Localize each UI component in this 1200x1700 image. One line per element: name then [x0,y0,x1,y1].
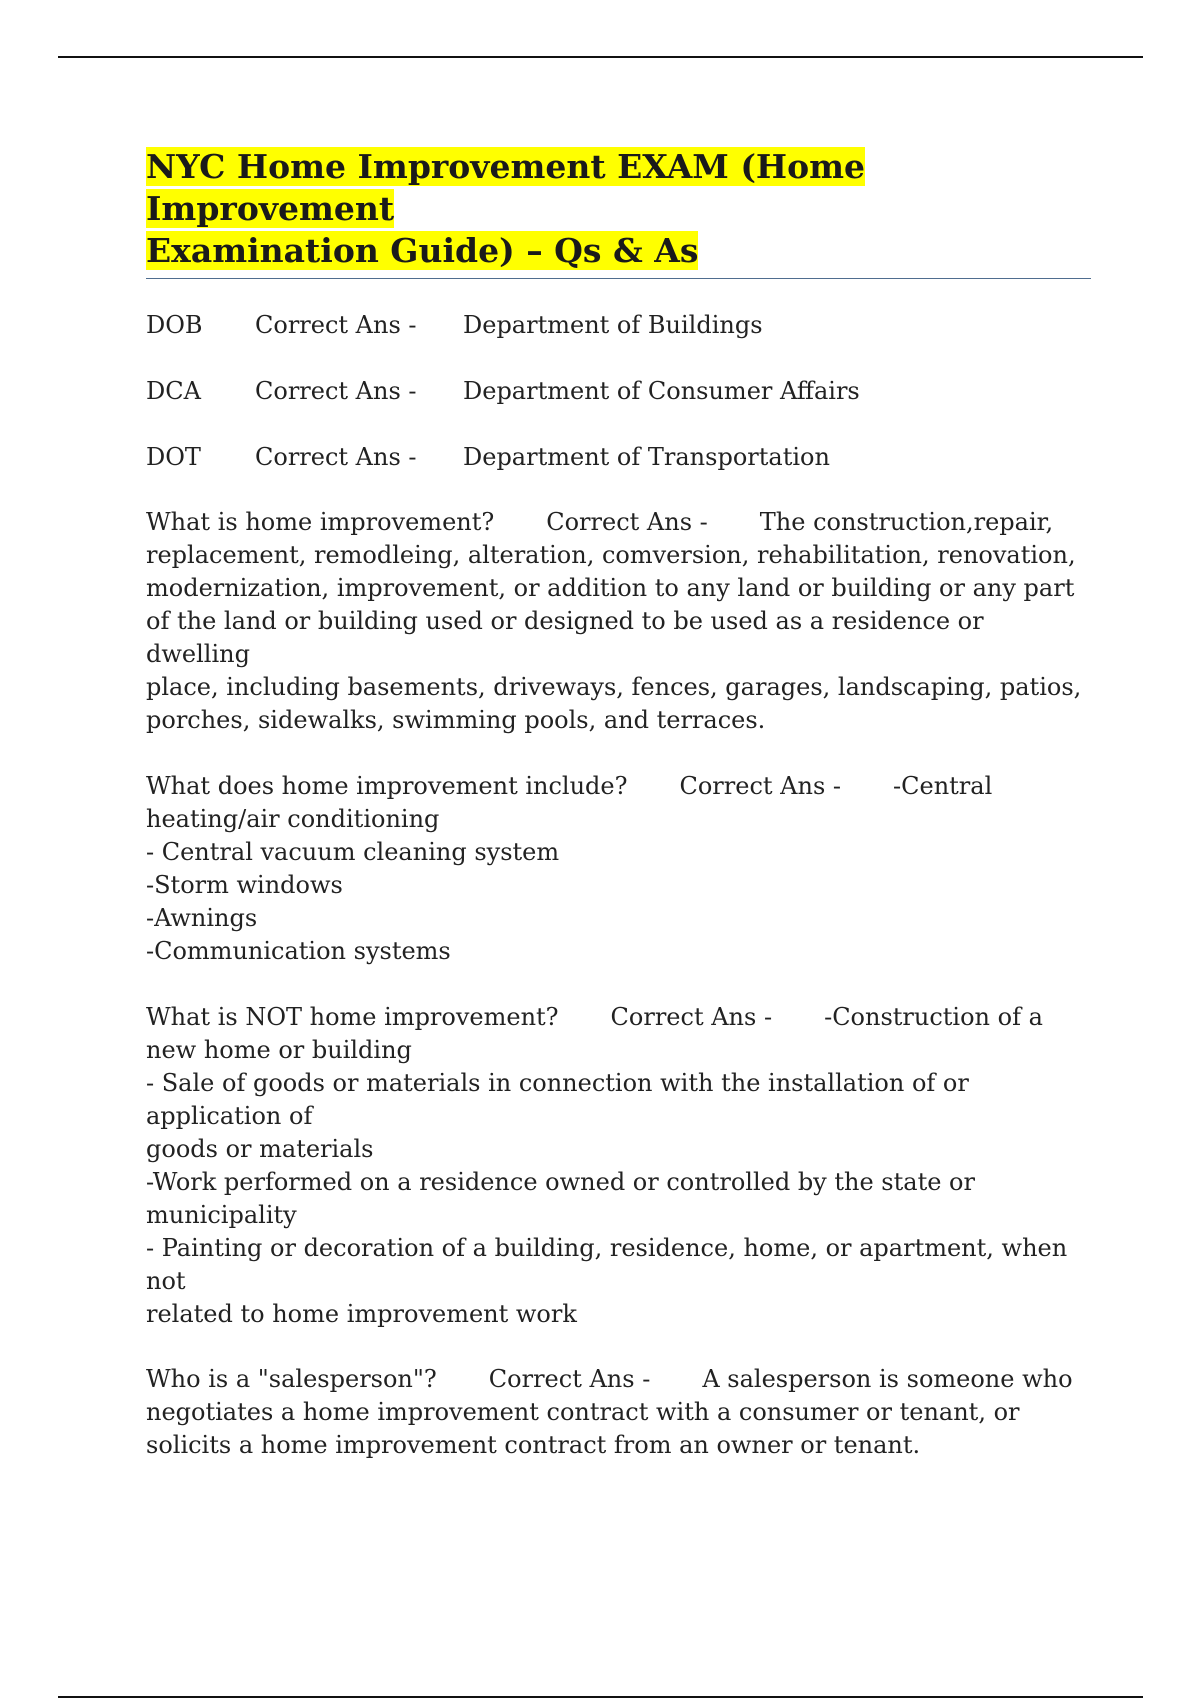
answer-line: solicits a home improvement contract from an owner or tenant. [146,1431,921,1459]
answer-line: of the land or building used or designed to be used as a residence or dwelling [146,607,984,668]
answer-line: application of [146,1102,313,1130]
answer-line: - Painting or decoration of a building, residence, home, or apartment, when [146,1234,1068,1262]
correct-answer-label: Correct Ans - [255,443,417,471]
answer-line: -Central [893,772,993,800]
term: DOT [146,443,201,471]
answer: Department of Transportation [463,443,830,471]
correct-answer-label: Correct Ans - [679,772,842,800]
answer-line: related to home improvement work [146,1300,577,1328]
answer: Department of Consumer Affairs [463,377,860,405]
qa-entry-dot [146,441,1091,474]
qa-entry-salesperson [146,1363,1091,1462]
qa-entry-includes [146,770,1091,968]
correct-answer-label: Correct Ans - [488,1365,651,1393]
document-body [146,146,1091,1462]
qa-entry-dca [146,375,1091,408]
document-title [146,146,1091,279]
question: What is home improvement? [146,508,495,536]
term: DCA [146,377,201,405]
bottom-rule [58,1696,1143,1698]
answer-line: place, including basements, driveways, fences, garages, landscaping, patios, [146,673,1082,701]
answer-line: -Communication systems [146,937,451,965]
answer-line: -Awnings [146,904,258,932]
answer-line: negotiates a home improvement contract with a consumer or tenant, or [146,1398,1020,1426]
answer-line: goods or materials [146,1135,374,1163]
question: Who is a "salesperson"? [146,1365,437,1393]
top-rule [58,56,1143,58]
answer-line: - Sale of goods or materials in connection with the installation of or [146,1069,969,1097]
answer-line: The construction,repair, [759,508,1054,536]
answer-line: municipality [146,1201,297,1229]
answer-line: replacement, remodleing, alteration, comversion, rehabilitation, renovation, [146,541,1076,569]
answer-line: -Storm windows [146,871,343,899]
correct-answer-label: Correct Ans - [546,508,708,536]
answer-line: -Construction of a [824,1003,1043,1031]
answer-line: porches, sidewalks, swimming pools, and terraces. [146,706,766,734]
term: DOB [146,311,203,339]
title-line-1: NYC Home Improvement EXAM (Home Improvement [146,147,866,228]
answer-line: heating/air conditioning [146,805,440,833]
title-line-2: Examination Guide) – Qs & As [146,231,699,270]
answer-line: modernization, improvement, or addition to any land or building or any part [146,574,1075,602]
answer-line: not [146,1267,186,1295]
qa-entry-not-included [146,1001,1091,1331]
answer-line: A salesperson is someone who [702,1365,1073,1393]
correct-answer-label: Correct Ans - [255,377,417,405]
question: What is NOT home improvement? [146,1003,559,1031]
correct-answer-label: Correct Ans - [255,311,417,339]
answer-line: - Central vacuum cleaning system [146,838,560,866]
answer: Department of Buildings [463,311,763,339]
qa-entry-home-improvement [146,506,1091,737]
question: What does home improvement include? [146,772,628,800]
answer-line: new home or building [146,1036,412,1064]
correct-answer-label: Correct Ans - [610,1003,773,1031]
answer-line: -Work performed on a residence owned or controlled by the state or [146,1168,975,1196]
qa-entry-dob [146,309,1091,342]
